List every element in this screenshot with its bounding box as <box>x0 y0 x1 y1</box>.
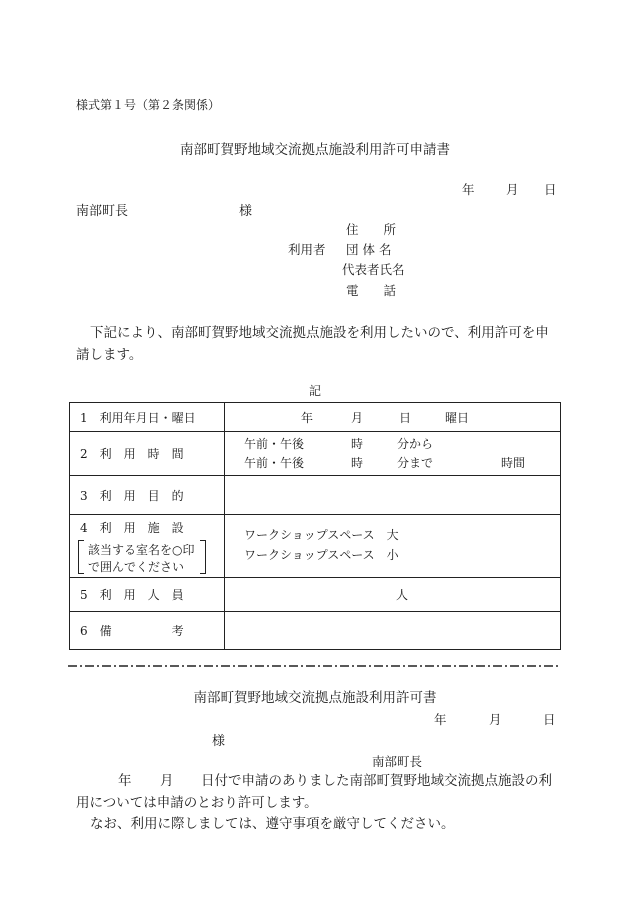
permit-text-month: 月 <box>160 773 174 789</box>
ki-heading: 記 <box>308 384 321 398</box>
permit-honorific: 様 <box>212 734 226 749</box>
row-date-weekday: 曜日 <box>445 411 470 425</box>
row-time-hours: 時間 <box>501 456 526 470</box>
form-number: 様式第１号（第２条関係） <box>76 98 221 112</box>
permit-title: 南部町賀野地域交流拠点施設利用許可書 <box>193 690 437 706</box>
facility-option-small: ワークショップスペース 小 <box>244 548 399 562</box>
row-time-ampm-start: 午前・午後 <box>244 437 305 451</box>
addressee-name: 南部町長 <box>76 204 129 219</box>
application-date-year: 年 <box>462 182 475 197</box>
cut-line-divider <box>68 665 560 667</box>
table-row-purpose <box>70 476 561 515</box>
facility-instruction-line-2: で囲んでください <box>88 559 185 574</box>
row-time-label: 2 利 用 時 間 <box>70 432 225 476</box>
table-row-facility <box>70 515 561 578</box>
facility-option-large: ワークショップスペース 大 <box>244 528 399 542</box>
row-date-month: 月 <box>351 411 364 425</box>
applicant-phone-label: 電 話 <box>346 283 397 298</box>
table-row-attendees <box>70 578 561 612</box>
permit-text-line-1: 日付で申請のありました南部町賀野地域交流拠点施設の利 <box>201 773 552 789</box>
permit-date-month: 月 <box>489 712 502 727</box>
row-facility-options <box>225 515 561 578</box>
row-time-to: 分まで <box>397 456 434 470</box>
row-purpose-value <box>225 476 561 515</box>
row-remarks-value <box>225 612 561 650</box>
row-attendees-label: 5 利 用 人 員 <box>70 578 225 612</box>
application-date-day: 日 <box>544 182 557 197</box>
table-row-time <box>70 432 561 476</box>
permit-text-line-2: 用については申請のとおり許可します。 <box>76 795 318 811</box>
applicant-label: 利用者 <box>288 242 326 257</box>
permit-date-day: 日 <box>543 712 556 727</box>
row-date-label: 1 利用年月日・曜日 <box>70 403 225 432</box>
row-time-ampm-end: 午前・午後 <box>244 456 305 470</box>
row-time-from: 分から <box>397 437 434 451</box>
applicant-address-label: 住 所 <box>346 222 397 237</box>
permit-date-year: 年 <box>434 712 447 727</box>
addressee-honorific: 様 <box>239 204 253 219</box>
row-facility-label: 4 利 用 施 設 <box>80 520 184 535</box>
row-remarks-label: 6 備 考 <box>70 612 225 650</box>
permit-text-line-3: なお、利用に際しましては、遵守事項を厳守してください。 <box>90 816 455 832</box>
facility-instruction-bracket <box>78 540 206 574</box>
row-date-year: 年 <box>301 411 314 425</box>
table-row-date <box>70 403 561 432</box>
row-facility-label-cell <box>70 515 225 578</box>
row-date-day: 日 <box>399 411 412 425</box>
row-time-hour-start: 時 <box>351 437 364 451</box>
permit-text-year: 年 <box>118 773 132 789</box>
applicant-representative-label: 代表者氏名 <box>342 262 405 277</box>
row-attendees-value <box>225 578 561 612</box>
application-date-month: 月 <box>506 182 519 197</box>
table-row-remarks <box>70 612 561 650</box>
application-body-line-1: 下記により、南部町賀野地域交流拠点施設を利用したいので、利用許可を申 <box>90 325 549 341</box>
application-details-table <box>69 402 561 650</box>
applicant-group-label: 団 体 名 <box>346 242 392 257</box>
facility-instruction-line-1: 該当する室名を○印 <box>88 542 195 557</box>
application-body-line-2: 請します。 <box>76 347 143 363</box>
row-time-hour-end: 時 <box>351 456 364 470</box>
row-purpose-label: 3 利 用 目 的 <box>70 476 225 515</box>
row-attendees-unit: 人 <box>396 588 409 602</box>
row-date-value <box>225 403 561 432</box>
permit-issuer: 南部町長 <box>372 754 423 769</box>
row-time-value <box>225 432 561 476</box>
application-title: 南部町賀野地域交流拠点施設利用許可申請書 <box>180 142 450 158</box>
